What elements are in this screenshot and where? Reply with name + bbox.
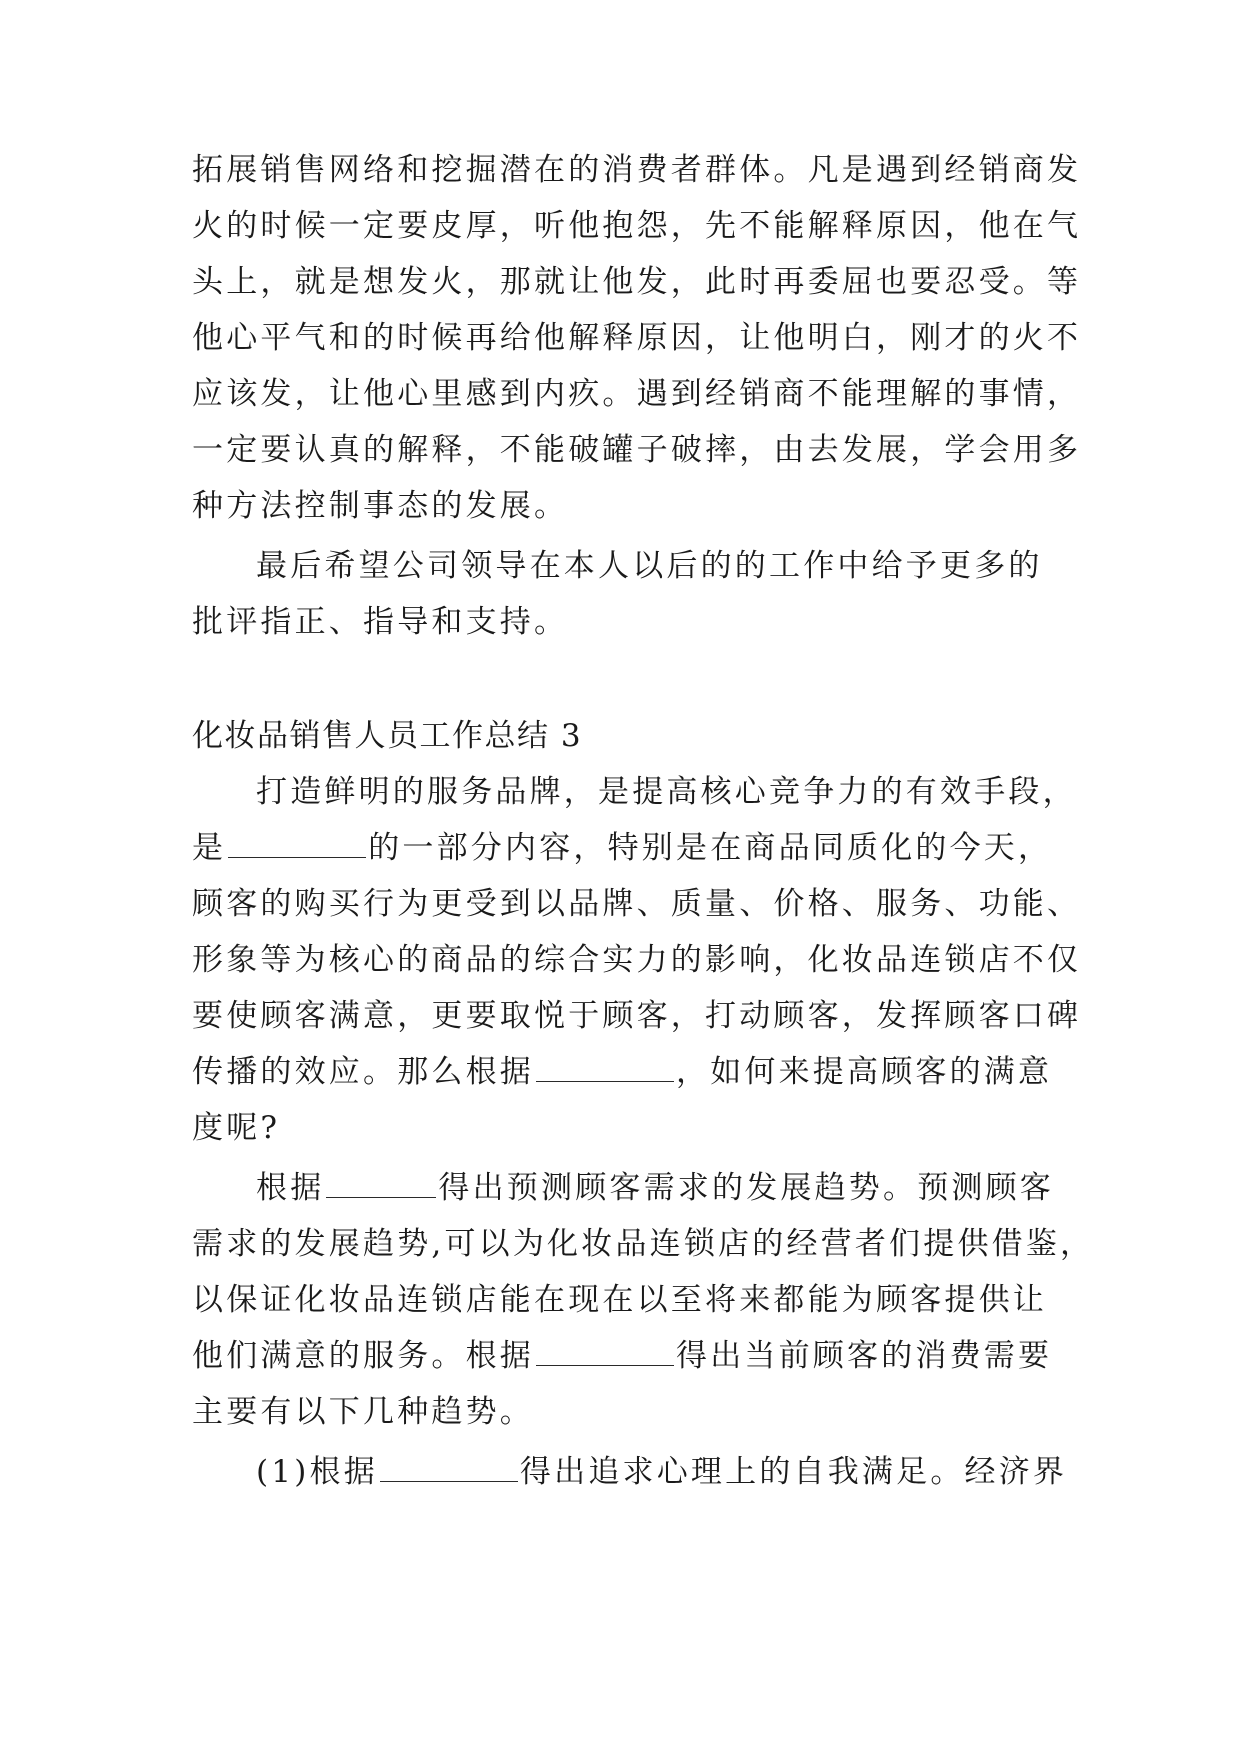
paragraph-2-line-1: 最后希望公司领导在本人以后的的工作中给予更多的 <box>256 548 1043 584</box>
paragraph-3-line-3: 顾客的购买行为更受到以品牌、质量、价格、服务、功能、 <box>192 886 1082 922</box>
paragraph-1-line-7: 种方法控制事态的发展。 <box>192 488 569 524</box>
paragraph-4-line-4-start: 他们满意的服务。根据 <box>192 1338 534 1374</box>
paragraph-3-line-2-start: 是 <box>192 830 227 866</box>
fill-in-blank <box>228 831 366 858</box>
paragraph-1-line-6: 一定要认真的解释，不能破罐子破摔，由去发展，学会用多 <box>192 432 1082 468</box>
paragraph-3-line-6 <box>192 1052 1072 1092</box>
fill-in-blank <box>326 1171 436 1198</box>
paragraph-5-line-1 <box>256 1452 1072 1492</box>
paragraph-4-line-5: 主要有以下几种趋势。 <box>192 1394 534 1430</box>
paragraph-2-line-2: 批评指正、指导和支持。 <box>192 604 569 640</box>
section-title: 化妆品销售人员工作总结 3 <box>192 718 583 754</box>
paragraph-4-line-1 <box>256 1168 1072 1208</box>
fill-in-blank <box>536 1055 674 1082</box>
paragraph-3-line-6-end: ，如何来提高顾客的满意 <box>676 1054 1053 1090</box>
paragraph-1-line-5: 应该发，让他心里感到内疚。遇到经销商不能理解的事情， <box>192 376 1082 412</box>
paragraph-3-line-7: 度呢? <box>192 1110 281 1146</box>
paragraph-4-line-2: 需求的发展趋势,可以为化妆品连锁店的经营者们提供借鉴， <box>192 1226 1095 1262</box>
paragraph-4-line-4-end: 得出当前顾客的消费需要 <box>676 1338 1053 1374</box>
paragraph-3-line-6-start: 传播的效应。那么根据 <box>192 1054 534 1090</box>
paragraph-1-line-4: 他心平气和的时候再给他解释原因，让他明白，刚才的火不 <box>192 320 1082 356</box>
paragraph-1-line-2: 火的时候一定要皮厚，听他抱怨，先不能解释原因，他在气 <box>192 208 1082 244</box>
paragraph-4-line-3: 以保证化妆品连锁店能在现在以至将来都能为顾客提供让 <box>192 1282 1047 1318</box>
fill-in-blank <box>536 1339 674 1366</box>
paragraph-5-line-1-end: 得出追求心理上的自我满足。经济界 <box>519 1454 1068 1490</box>
paragraph-4-line-1-start: 根据 <box>256 1170 325 1206</box>
paragraph-3-line-4: 形象等为核心的商品的综合实力的影响，化妆品连锁店不仅 <box>192 942 1082 978</box>
paragraph-1-line-1: 拓展销售网络和挖掘潜在的消费者群体。凡是遇到经销商发 <box>192 152 1082 188</box>
paragraph-4-line-4 <box>192 1336 1072 1376</box>
paragraph-5-line-1-start: (1)根据 <box>256 1454 378 1490</box>
paragraph-3-line-2-end: 的一部分内容，特别是在商品同质化的今天， <box>368 830 1053 866</box>
paragraph-3-line-1: 打造鲜明的服务品牌，是提高核心竞争力的有效手段， <box>256 774 1077 810</box>
paragraph-3-line-5: 要使顾客满意，更要取悦于顾客，打动顾客，发挥顾客口碑 <box>192 998 1082 1034</box>
paragraph-1-line-3: 头上，就是想发火，那就让他发，此时再委屈也要忍受。等 <box>192 264 1082 300</box>
fill-in-blank <box>380 1455 518 1482</box>
paragraph-4-line-1-end: 得出预测顾客需求的发展趋势。预测顾客 <box>438 1170 1055 1206</box>
paragraph-3-line-2 <box>192 828 1072 868</box>
